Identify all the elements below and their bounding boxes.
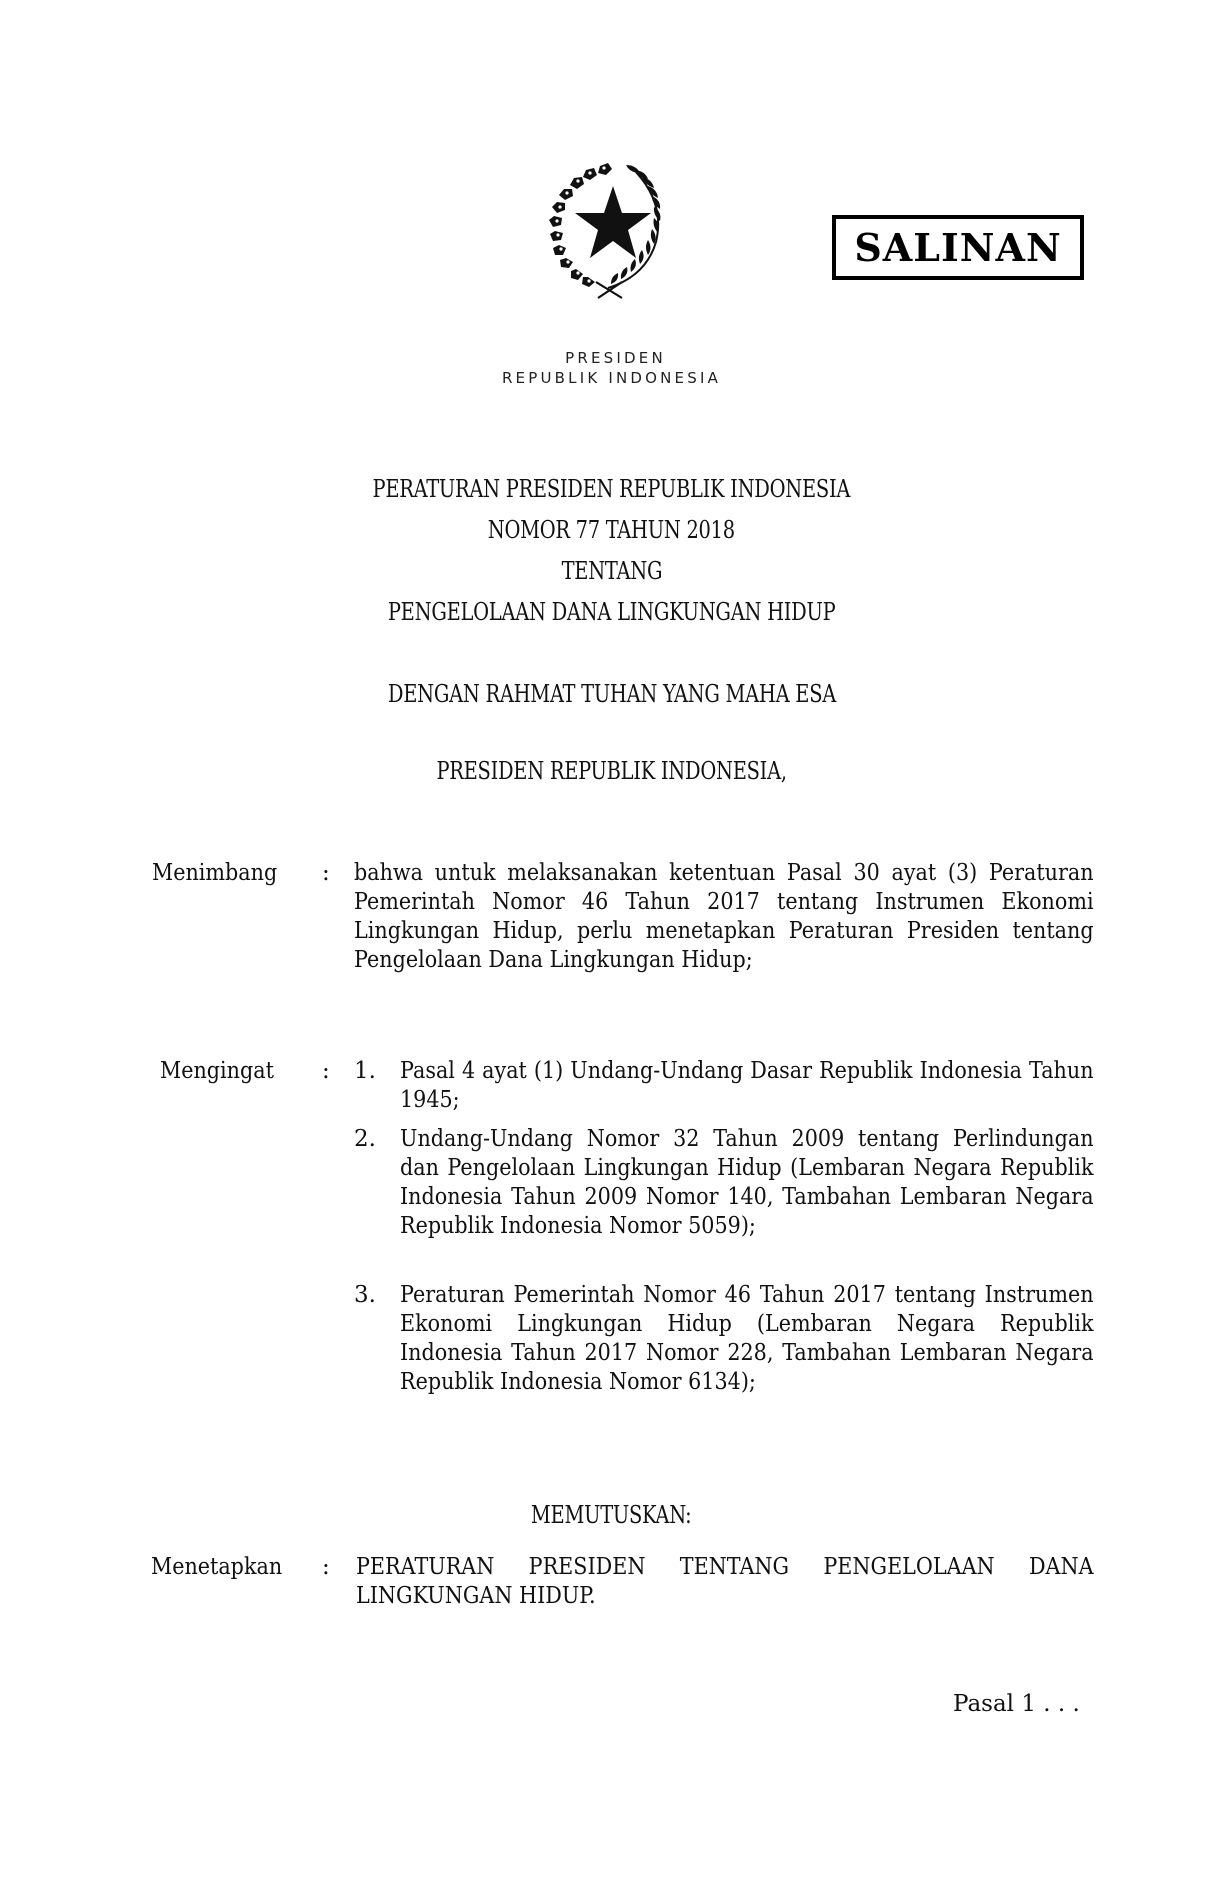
garuda-star-emblem-icon	[538, 160, 688, 300]
regulation-number	[0, 515, 1223, 545]
decision-heading	[0, 1500, 1223, 1530]
mengingat-item-2-number: 2.	[354, 1126, 376, 1152]
page-continuation: Pasal 1 . . .	[953, 1691, 1080, 1717]
authority	[0, 756, 1223, 786]
mengingat-item-3-number: 3.	[354, 1282, 376, 1308]
regulation-about	[0, 556, 1223, 586]
regulation-type-text: PERATURAN PRESIDEN REPUBLIK INDONESIA	[372, 475, 851, 503]
menetapkan-colon: :	[322, 1554, 330, 1580]
authority-text: PRESIDEN REPUBLIK INDONESIA,	[436, 757, 787, 785]
invocation	[0, 679, 1223, 709]
invocation-text: DENGAN RAHMAT TUHAN YANG MAHA ESA	[387, 680, 836, 708]
menimbang-label	[152, 859, 291, 888]
mengingat-item-3	[400, 1281, 1093, 1397]
regulation-subject	[0, 597, 1223, 627]
menetapkan-text	[356, 1553, 1093, 1611]
mengingat-item-1-text: Pasal 4 ayat (1) Undang-Undang Dasar Republik Indonesia Tahun 1945;	[400, 1058, 1094, 1113]
regulation-number-text: NOMOR 77 TAHUN 2018	[487, 516, 736, 544]
mengingat-item-1-number: 1.	[354, 1058, 376, 1084]
menetapkan-label-text: Menetapkan	[151, 1554, 283, 1580]
mengingat-item-2	[400, 1125, 1093, 1241]
menimbang-label-text: Menimbang	[152, 860, 278, 886]
mengingat-item-2-text: Undang-Undang Nomor 32 Tahun 2009 tentang Perlindungan dan Pengelolaan Lingkungan Hidup (Lembaran Negara Republik Indonesia Tahun 2009 Nomor 140, Tambahan Lembaran Negara Republik Indonesia Nomor 5059);	[400, 1126, 1094, 1239]
menimbang-colon: :	[322, 860, 330, 886]
institution-subtitle: REPUBLIK INDONESIA	[501, 369, 722, 387]
mengingat-colon: :	[322, 1058, 330, 1084]
mengingat-label	[160, 1057, 287, 1086]
menetapkan-label	[151, 1553, 297, 1582]
institution-title: PRESIDEN	[565, 349, 666, 367]
mengingat-item-1	[400, 1057, 1093, 1115]
salinan-stamp: SALINAN	[832, 215, 1084, 280]
menetapkan-paragraph: PERATURAN PRESIDEN TENTANG PENGELOLAAN DANA LINGKUNGAN HIDUP.	[356, 1554, 1094, 1609]
regulation-subject-text: PENGELOLAAN DANA LINGKUNGAN HIDUP	[387, 598, 836, 626]
menimbang-text	[354, 859, 1093, 975]
decision-heading-text: MEMUTUSKAN:	[531, 1501, 692, 1529]
mengingat-label-text: Mengingat	[160, 1058, 274, 1084]
menimbang-paragraph: bahwa untuk melaksanakan ketentuan Pasal 30 ayat (3) Peraturan Pemerintah Nomor 46 Tahun 2017 tentang Instrumen Ekonomi Lingkungan Hidup, perlu menetapkan Peraturan Presiden tentang Pengelolaan Dana Lingkungan Hidup;	[354, 860, 1094, 973]
mengingat-item-3-text: Peraturan Pemerintah Nomor 46 Tahun 2017 tentang Instrumen Ekonomi Lingkungan Hidup (Lembaran Negara Republik Indonesia Tahun 2017 Nomor 228, Tambahan Lembaran Negara Republik Indonesia Nomor 6134);	[400, 1282, 1094, 1395]
regulation-type	[0, 474, 1223, 504]
regulation-about-text: TENTANG	[561, 557, 662, 585]
